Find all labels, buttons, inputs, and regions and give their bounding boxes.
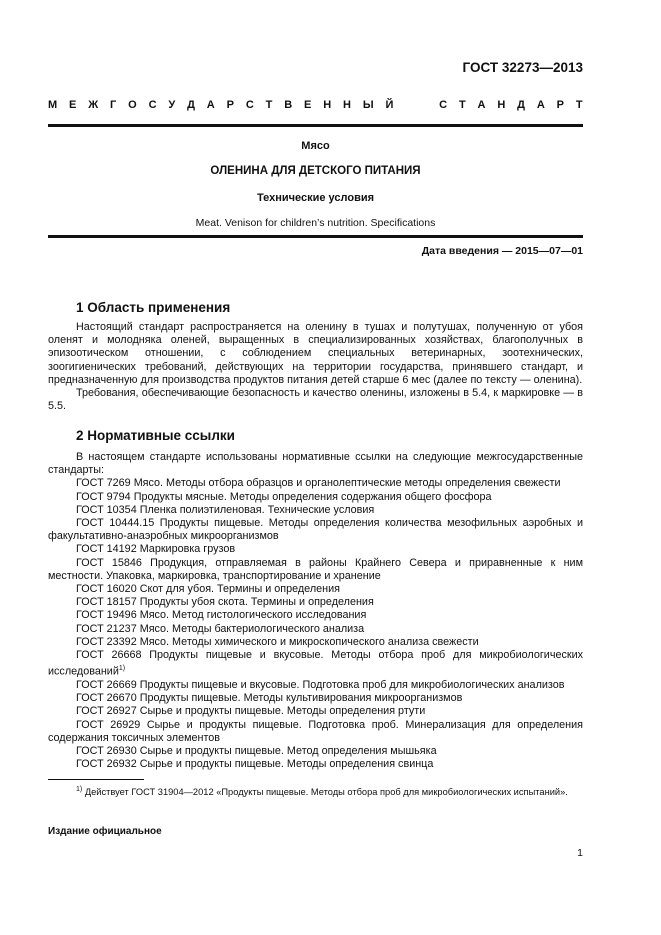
reference-text: ГОСТ 15846 Продукция, отправляемая в районы Крайнего Севера и приравненные к ним местности. Упаковка, маркировка, транспортирование и хранение xyxy=(48,556,583,582)
banner-letter: А xyxy=(536,99,545,111)
reference-item xyxy=(48,705,583,718)
reference-item xyxy=(48,517,583,543)
banner-letter: О xyxy=(128,99,137,111)
banner-letter: Н xyxy=(497,99,506,111)
reference-item xyxy=(48,692,583,705)
banner-letter: Н xyxy=(323,99,332,111)
section-2-heading: 2 Нормативные ссылки xyxy=(76,428,235,443)
reference-item xyxy=(48,557,583,583)
reference-text: ГОСТ 10444.15 Продукты пищевые. Методы определения количества мезофильных аэробных и факультативно-анаэробных микроорганизмов xyxy=(48,517,583,543)
banner-gap xyxy=(405,99,427,111)
reference-item xyxy=(48,719,583,745)
footnote-rule xyxy=(48,779,144,780)
reference-text: ГОСТ 21237 Мясо. Методы бактериологического анализа xyxy=(76,622,365,635)
reference-text: ГОСТ 26929 Сырье и продукты пищевые. Подготовка проб. Минерализация для определения содержания токсичных элементов xyxy=(48,718,583,744)
reference-item xyxy=(48,543,583,556)
reference-item xyxy=(48,623,583,636)
banner-letter: У xyxy=(168,99,176,111)
banner-letter: Ж xyxy=(88,99,99,111)
reference-item xyxy=(48,596,583,609)
banner-letter: В xyxy=(284,99,293,111)
title-rule xyxy=(48,235,583,238)
banner-letter: С xyxy=(439,99,448,111)
gost-number: ГОСТ 32273—2013 xyxy=(462,60,583,75)
footnote-text: Действует ГОСТ 31904—2012 «Продукты пищевые. Методы отбора проб для микробиологических испытаний». xyxy=(84,787,568,798)
reference-item xyxy=(48,636,583,649)
normative-references-list xyxy=(48,477,583,771)
banner-letter: Р xyxy=(556,99,565,111)
banner-letter: Д xyxy=(517,99,525,111)
subject-title: Мясо xyxy=(301,140,330,152)
banner-letter: Д xyxy=(187,99,195,111)
reference-text: ГОСТ 26670 Продукты пищевые. Методы культивирования микроорганизмов xyxy=(76,692,463,705)
banner-letter: Т xyxy=(575,99,583,111)
reference-footnote-mark: 1) xyxy=(118,665,126,673)
reference-text: ГОСТ 19496 Мясо. Метод гистологического исследования xyxy=(76,609,367,622)
edition-label: Издание официальное xyxy=(48,826,162,837)
reference-text: ГОСТ 26927 Сырье и продукты пищевые. Методы определения ртути xyxy=(76,705,426,718)
interstate-standard-banner xyxy=(48,99,583,111)
reference-item xyxy=(48,679,583,692)
reference-item xyxy=(48,758,583,771)
sub-title: Технические условия xyxy=(256,192,375,204)
reference-text: ГОСТ 26930 Сырье и продукты пищевые. Метод определения мышьяка xyxy=(76,745,437,758)
banner-letter: Е xyxy=(304,99,312,111)
reference-item xyxy=(48,504,583,517)
reference-item xyxy=(48,491,583,504)
reference-text: ГОСТ 10354 Пленка полиэтиленовая. Технические условия xyxy=(76,503,375,516)
banner-letter: С xyxy=(245,99,254,111)
reference-text: ГОСТ 9794 Продукты мясные. Методы определения содержания общего фосфора xyxy=(76,490,492,503)
banner-letter: Т xyxy=(458,99,466,111)
reference-text: ГОСТ 23392 Мясо. Методы химического и микроскопического анализа свежести xyxy=(76,635,479,648)
reference-text: ГОСТ 26932 Сырье и продукты пищевые. Методы определения свинца xyxy=(76,758,434,771)
banner-letter: М xyxy=(48,99,58,111)
introduction-date: Дата введения — 2015—07—01 xyxy=(421,245,583,257)
banner-letter: Р xyxy=(226,99,234,111)
banner-letter: А xyxy=(206,99,215,111)
reference-text: ГОСТ 16020 Скот для убоя. Термины и определения xyxy=(76,583,340,596)
reference-text: ГОСТ 18157 Продукты убоя скота. Термины и определения xyxy=(76,596,374,609)
footnote xyxy=(48,784,583,798)
banner-letter: Т xyxy=(265,99,273,111)
banner-letter: Г xyxy=(110,99,117,111)
footnote-mark: 1) xyxy=(76,786,83,793)
reference-item xyxy=(48,583,583,596)
reference-item xyxy=(48,609,583,622)
section-1-body xyxy=(48,321,583,413)
section-1-paragraph-2: Требования, обеспечивающие безопасность и качество оленины, изложены в 5.4, к маркировке — в 5.5. xyxy=(48,387,583,413)
section-2-body xyxy=(48,451,583,771)
banner-letter: А xyxy=(477,99,486,111)
reference-item xyxy=(48,477,583,490)
banner-letter: Ы xyxy=(362,99,374,111)
reference-text: ГОСТ 14192 Маркировка грузов xyxy=(76,543,236,556)
reference-text: ГОСТ 7269 Мясо. Методы отбора образцов и органолептические методы определения свежести xyxy=(76,477,561,490)
banner-letter: С xyxy=(148,99,157,111)
page-number: 1 xyxy=(577,847,583,859)
reference-text: ГОСТ 26669 Продукты пищевые и вкусовые. Подготовка проб для микробиологических анализов xyxy=(76,679,565,692)
main-title: ОЛЕНИНА ДЛЯ ДЕТСКОГО ПИТАНИЯ xyxy=(210,165,421,177)
reference-item xyxy=(48,649,583,679)
banner-letter: Е xyxy=(69,99,77,111)
section-2-intro: В настоящем стандарте использованы нормативные ссылки на следующие межгосударственные стандарты: xyxy=(48,451,583,477)
banner-letter: Н xyxy=(343,99,351,111)
section-1-paragraph-1: Настоящий стандарт распространяется на оленину в тушах и полутушах, полученную от убоя оленят и молодняка оленей, выращенных в специализированных хозяйствах, благополучных в эпизоотическом отношении, с соблюдением специальных ветеринарных, зоотехнических, зоогигиенических требований, действующих на территории государства, принявшего стандарт, и предназначенную для производства продуктов питания детей старше 6 мес (далее по тексту — оленина). xyxy=(48,321,583,386)
english-title: Meat. Venison for children’s nutrition. Specifications xyxy=(195,217,436,229)
top-rule xyxy=(48,124,583,127)
reference-text: ГОСТ 26668 Продукты пищевые и вкусовые. Методы отбора проб для микробиологических исследований xyxy=(48,649,583,678)
reference-item xyxy=(48,745,583,758)
banner-letter: Й xyxy=(385,99,394,111)
section-1-heading: 1 Область применения xyxy=(76,300,231,315)
